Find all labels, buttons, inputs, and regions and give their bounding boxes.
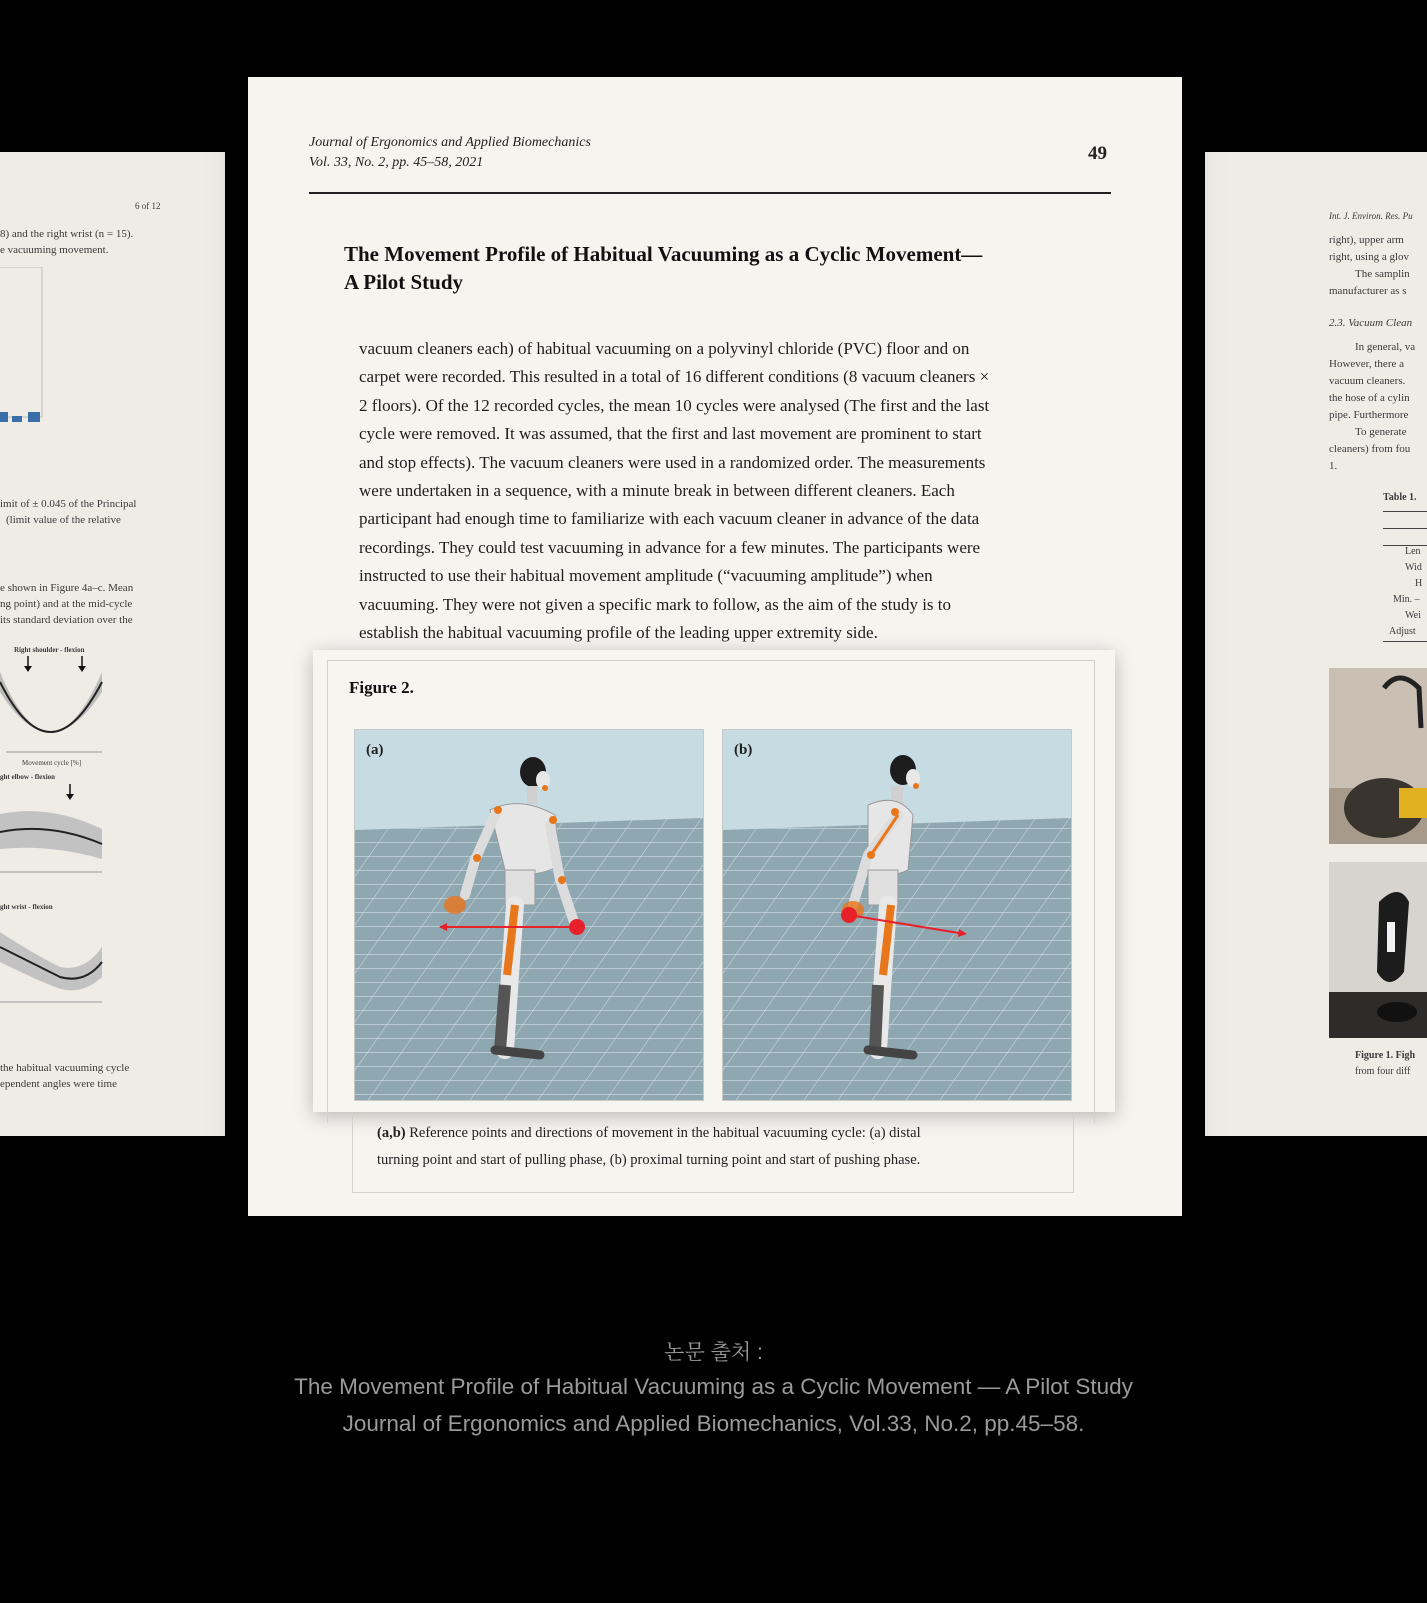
table-label: Table 1. <box>1383 492 1417 503</box>
previous-page-preview[interactable] <box>0 152 225 1136</box>
page-indicator: 6 of 12 <box>135 201 161 211</box>
source-title: The Movement Profile of Habitual Vacuuming as a Cyclic Movement — A Pilot Study <box>294 1374 1133 1399</box>
caption-line: turning point and start of pulling phase, (b) proximal turning point and start of pushing phase. <box>377 1152 921 1168</box>
figure-panel-a <box>354 729 704 1101</box>
figure-caption: from four diff <box>1355 1066 1411 1077</box>
vacuuming-pose-distal-image <box>355 730 703 1100</box>
text-line: However, there a <box>1329 358 1404 370</box>
axis-label: Movement cycle [%] <box>22 759 82 767</box>
source-journal: Journal of Ergonomics and Applied Biomechanics, Vol.33, No.2, pp.45–58. <box>342 1411 1085 1436</box>
text-line: 1. <box>1329 460 1338 472</box>
text-line: pipe. Furthermore <box>1329 409 1409 421</box>
text-line: (limit value of the relative <box>6 514 121 526</box>
text-line: imit of ± 0.045 of the Principal <box>0 498 137 510</box>
chart-title: ght wrist - flexion <box>0 903 53 911</box>
text-line: vacuum cleaners. <box>1329 375 1406 387</box>
caption-prefix: (a,b) <box>377 1125 406 1141</box>
text-line: manufacturer as s <box>1329 285 1407 297</box>
body-line: participant had enough time to familiarize with each vacuum cleaner in advance of the data <box>359 509 980 529</box>
vacuum-photo-1 <box>1329 668 1427 844</box>
table-rule <box>1383 528 1427 529</box>
panel-label: (a) <box>366 742 384 758</box>
figure-panel-b <box>722 729 1072 1101</box>
body-line: vacuum cleaners each) of habitual vacuuming on a polyvinyl chloride (PVC) floor and on <box>359 339 970 358</box>
title-line: The Movement Profile of Habitual Vacuuming as a Cyclic Movement— <box>344 242 983 266</box>
caption-line: Reference points and directions of movement in the habitual vacuuming cycle: (a) distal <box>409 1125 921 1141</box>
text-line: right), upper arm <box>1329 234 1404 246</box>
body-line: 2 floors). Of the 12 recorded cycles, the mean 10 cycles were analysed (The first and the last <box>359 395 990 415</box>
text-line: ependent angles were time <box>0 1078 117 1090</box>
running-header: Int. J. Environ. Res. Pu <box>1329 211 1413 221</box>
section-heading: 2.3. Vacuum Clean <box>1329 317 1413 329</box>
header-divider <box>309 192 1111 194</box>
table-cell: H <box>1415 578 1423 589</box>
figure-label: Figure 2. <box>349 678 414 697</box>
source-label: 논문 출처 : <box>664 1341 763 1364</box>
body-line: cycle were removed. It was assumed, that the first and last movement are prominent to start <box>359 424 982 444</box>
text-line: To generate <box>1355 426 1407 438</box>
text-line: In general, va <box>1355 341 1416 353</box>
table-cell: Min. – <box>1393 594 1420 605</box>
text-line: e shown in Figure 4a–c. Mean <box>0 582 134 594</box>
table-cell: Wei <box>1405 610 1421 621</box>
document-page <box>248 77 1182 1216</box>
vacuum-photo-2 <box>1329 862 1427 1038</box>
journal-header <box>309 133 591 173</box>
table-cell: Len <box>1405 546 1421 557</box>
figure-caption-box <box>352 1112 1074 1193</box>
body-line: establish the habitual vacuuming profile of the leading upper extremity side. <box>359 623 878 643</box>
reference-point-marker <box>841 907 857 923</box>
text-line: The samplin <box>1355 268 1410 280</box>
journal-volume: Vol. 33, No. 2, pp. 45–58, 2021 <box>309 155 484 170</box>
chart-title: Right shoulder - flexion <box>14 646 85 654</box>
elbow-chart-fragment <box>0 784 110 884</box>
text-line: right, using a glov <box>1329 251 1410 263</box>
text-line: cleaners) from fou <box>1329 443 1411 455</box>
wrist-chart-fragment <box>0 912 110 1012</box>
text-line: ng point) and at the mid-cycle <box>0 598 133 610</box>
body-line: were undertaken in a sequence, with a minute break in between different cleaners. Each <box>359 481 955 501</box>
panel-label: (b) <box>734 742 753 758</box>
chart-title: ght elbow - flexion <box>0 773 56 781</box>
text-line: 8) and the right wrist (n = 15). <box>0 228 134 240</box>
body-line: vacuuming. They were not given a specific mark to follow, as the aim of the study is to <box>359 594 952 614</box>
table-rule <box>1383 511 1427 512</box>
next-page-preview[interactable] <box>1205 152 1427 1136</box>
table-rule <box>1383 641 1427 642</box>
text-line: the hose of a cylin <box>1329 392 1410 404</box>
body-line: recordings. They could test vacuuming in advance for a few minutes. The participants were <box>359 537 981 557</box>
shoulder-chart-fragment <box>0 652 110 772</box>
text-line: the habitual vacuuming cycle <box>0 1062 130 1074</box>
journal-name: Journal of Ergonomics and Applied Biomechanics <box>309 135 591 150</box>
table-cell: Wid <box>1405 562 1422 573</box>
body-line: instructed to use their habitual movement amplitude (“vacuuming amplitude”) when <box>359 566 933 586</box>
text-line: e vacuuming movement. <box>0 244 109 256</box>
table-cell: Adjust <box>1389 626 1416 637</box>
title-line: A Pilot Study <box>344 270 464 294</box>
figure-caption: Figure 1. Figh <box>1355 1050 1416 1061</box>
body-line: and stop effects). The vacuum cleaners were used in a randomized order. The measurements <box>359 452 986 472</box>
figure-caption <box>377 1120 921 1174</box>
vacuuming-pose-proximal-image <box>723 730 1071 1100</box>
body-line: carpet were recorded. This resulted in a total of 16 different conditions (8 vacuum cleaners × <box>359 367 990 387</box>
body-text <box>359 335 1079 647</box>
figure-card[interactable] <box>313 650 1115 1112</box>
page-number: 49 <box>1088 143 1107 164</box>
bar-chart-fragment <box>0 267 45 447</box>
paper-title <box>344 240 1064 296</box>
reference-point-marker <box>569 919 585 935</box>
text-line: its standard deviation over the <box>0 614 133 626</box>
